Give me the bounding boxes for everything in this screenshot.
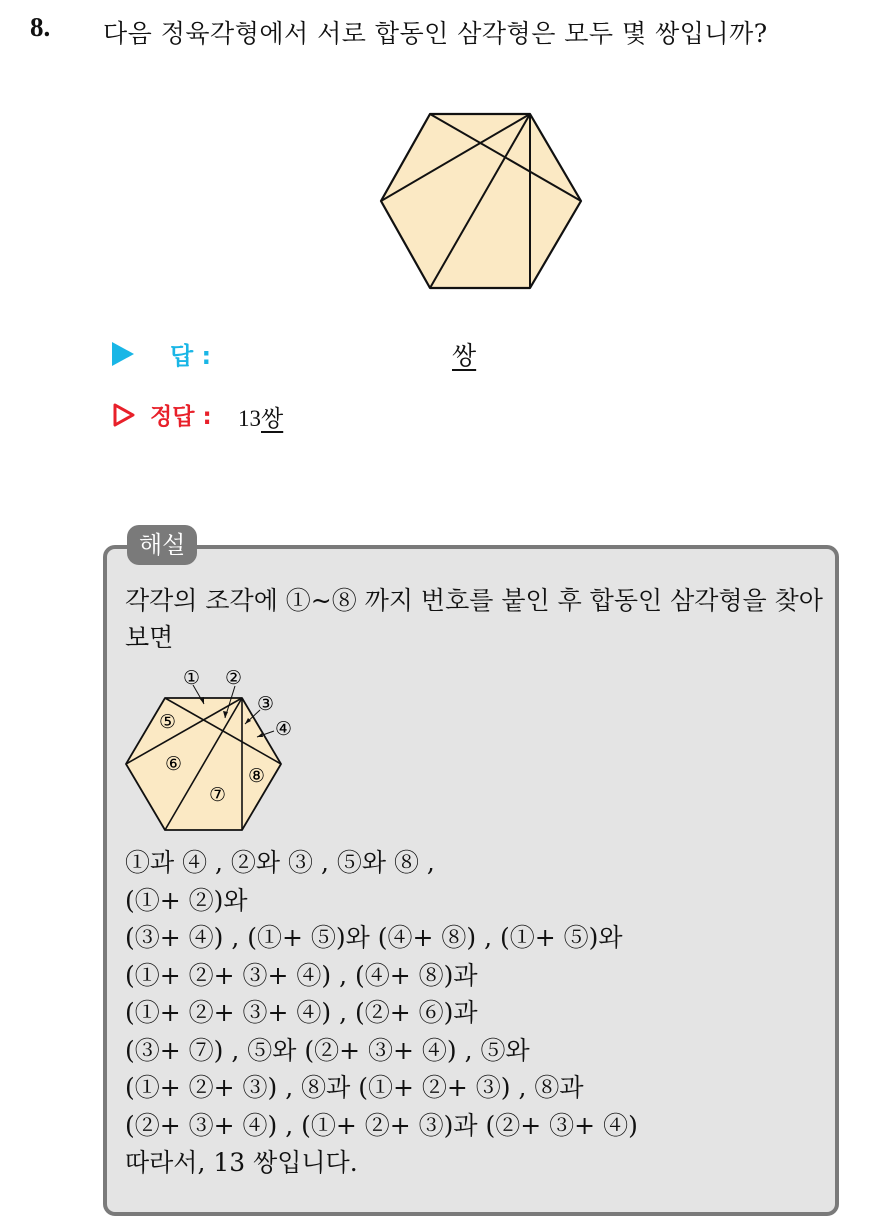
correct-answer-unit: 쌍 xyxy=(261,406,284,431)
explanation-line: (①+ ②+ ③+ ④) , (④+ ⑧)과 xyxy=(125,960,478,990)
question-text: 다음 정육각형에서 서로 합동인 삼각형은 모두 몇 쌍입니까? xyxy=(103,19,768,48)
piece-label-5: ⑤ xyxy=(159,711,177,733)
numbered-hexagon-figure xyxy=(120,662,310,837)
correct-answer-label: 정답 : xyxy=(150,404,212,430)
explanation-line: (①+ ②+ ③) , ⑧과 (①+ ②+ ③) , ⑧과 xyxy=(125,1073,584,1102)
answer-label: 답 : xyxy=(170,342,212,370)
answer-row xyxy=(112,336,532,372)
correct-answer-row xyxy=(112,398,532,434)
play-arrow-icon xyxy=(112,342,134,366)
question-number: 8. xyxy=(30,12,51,42)
outline-arrow-icon xyxy=(112,403,136,427)
answer-unit: 쌍 xyxy=(452,341,477,370)
piece-label-2: ② xyxy=(225,667,243,689)
explanation-intro: 각각의 조각에 ①~⑧ 까지 번호를 붙인 후 합동인 삼각형을 찾아보면 xyxy=(125,586,823,652)
piece-label-6: ⑥ xyxy=(165,753,183,775)
hexagon-figure xyxy=(372,106,592,298)
correct-answer-value: 13 xyxy=(238,406,261,431)
explanation-conclusion: 따라서, 13 쌍입니다. xyxy=(125,1148,358,1177)
correct-answer-value-group xyxy=(238,400,283,433)
explanation-line: (③+ ④) , (①+ ⑤)와 (④+ ⑧) , (①+ ⑤)와 xyxy=(125,923,623,952)
explanation-line: (①+ ②)와 xyxy=(125,885,248,915)
explanation-line: (②+ ③+ ④) , (①+ ②+ ③)과 (②+ ③+ ④) xyxy=(125,1110,638,1140)
explanation-line: (①+ ②+ ③+ ④) , (②+ ⑥)과 xyxy=(125,998,478,1027)
explanation-line: ①과 ④ , ②와 ③ , ⑤와 ⑧ , xyxy=(125,848,435,877)
piece-label-3: ③ xyxy=(257,693,275,715)
explanation-line: (③+ ⑦) , ⑤와 (②+ ③+ ④) , ⑤와 xyxy=(125,1035,530,1065)
piece-label-8: ⑧ xyxy=(248,765,266,787)
piece-label-7: ⑦ xyxy=(209,784,227,806)
explanation-tag: 해설 xyxy=(127,525,197,565)
piece-label-4: ④ xyxy=(275,718,293,740)
explanation-lines xyxy=(125,844,638,1182)
piece-label-1: ① xyxy=(183,667,201,689)
